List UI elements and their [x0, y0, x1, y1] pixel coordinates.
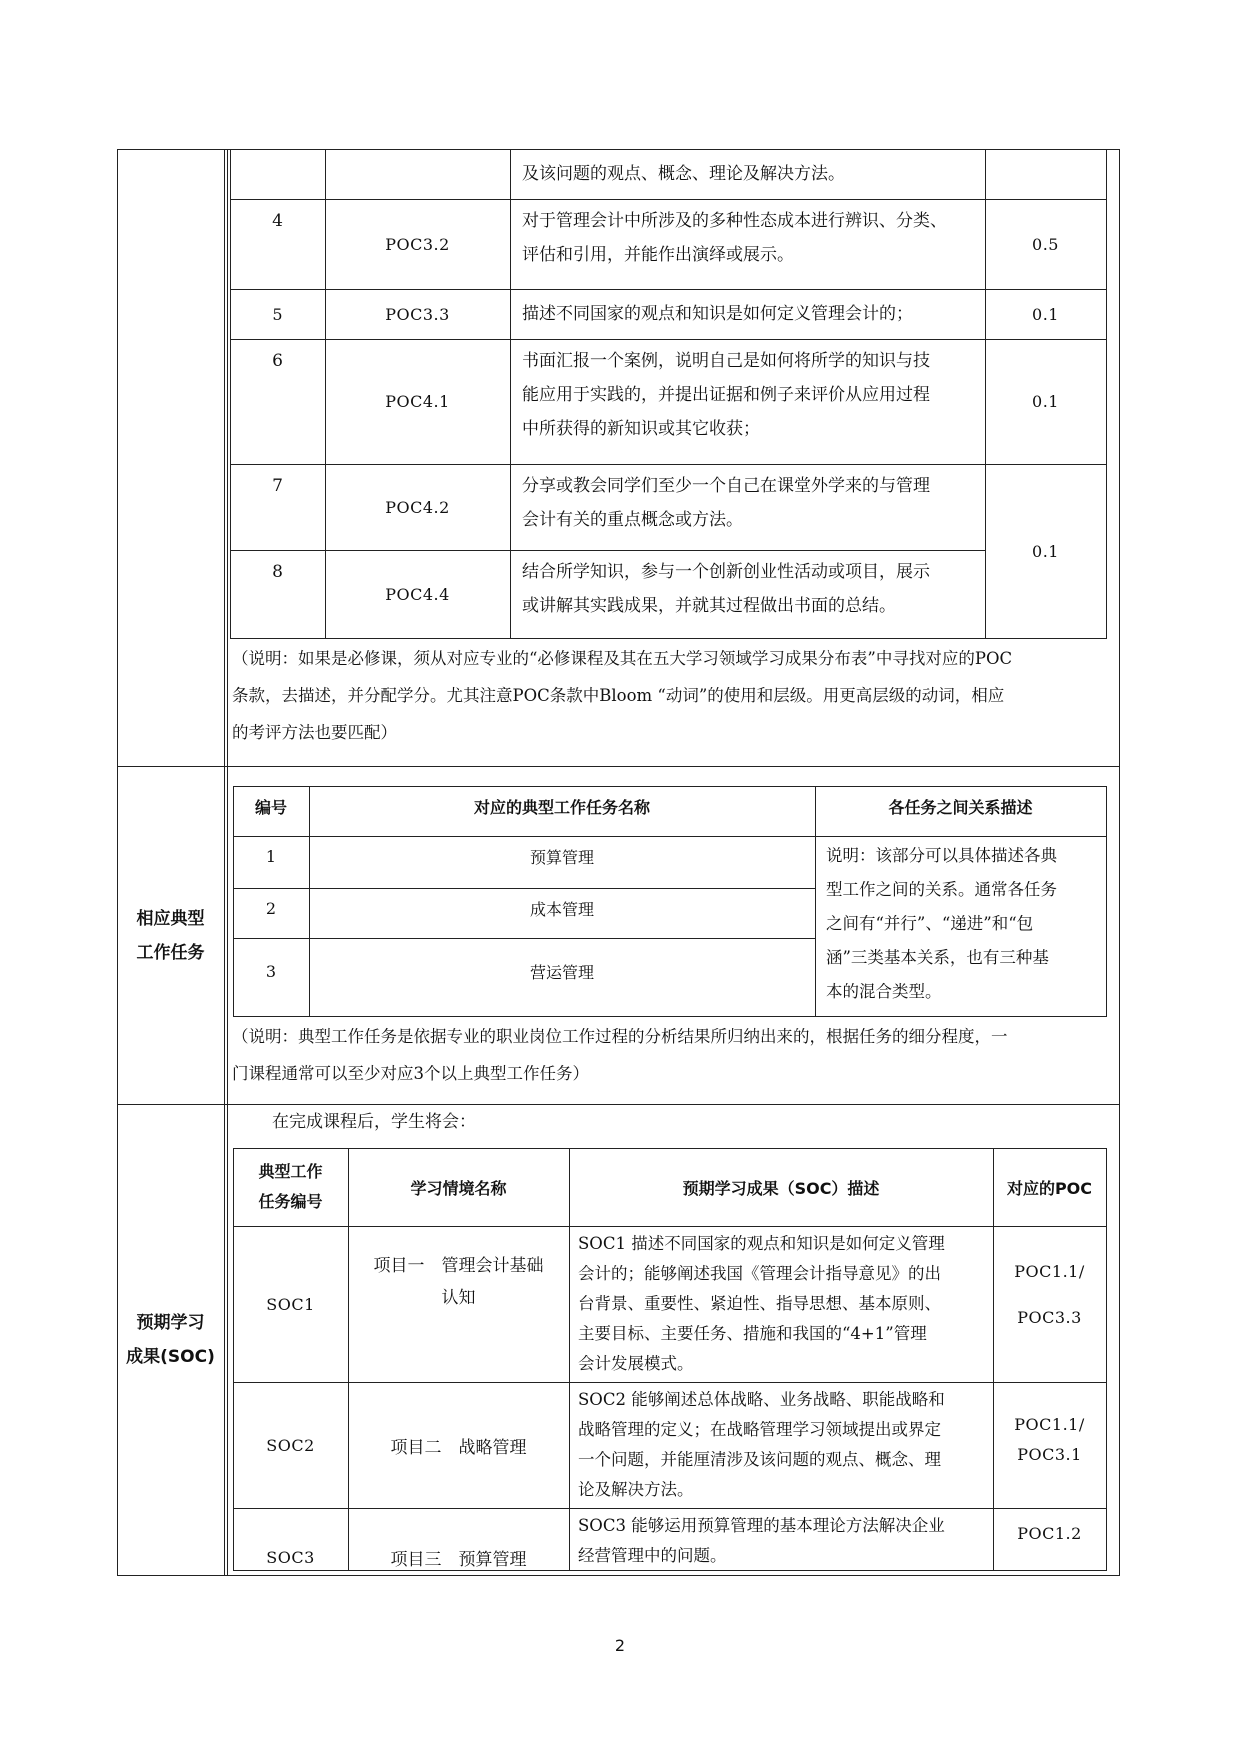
task-header-relation: 各任务之间关系描述: [888, 797, 1033, 817]
task-name: 营运管理: [529, 962, 594, 982]
soc-header-task-id: 典型工作 任务编号: [258, 1162, 323, 1211]
poc-description: 结合所学知识，参与一个创新创业性活动或项目，展示 或讲解其实践成果，并就其过程做出书面的总结。: [522, 562, 930, 616]
poc-code: POC3.3: [385, 304, 450, 324]
poc-description: 书面汇报一个案例，说明自己是如何将所学的知识与技 能应用于实践的，并提出证据和例子来评价从应用过程 中所获得的新知识或其它收获；: [522, 351, 930, 439]
soc-id: SOC3: [266, 1548, 315, 1567]
poc-note: （说明：如果是必修课，须从对应专业的“必修课程及其在五大学习领域学习成果分布表”中寻找对应的POC 条款，去描述，并分配学分。尤其注意POC条款中Bloom “动词”的使用和层级。用更高层级的动词，相应 的考评方法也要匹配）: [232, 649, 1013, 742]
task-number: 3: [265, 961, 277, 981]
poc-code: POC4.2: [385, 497, 450, 517]
soc-poc: POC1.1/ POC3.1: [1014, 1415, 1085, 1464]
label-column-divider-b: [227, 149, 228, 1576]
poc-code: POC4.4: [385, 584, 450, 604]
soc-header-poc: 对应的POC: [1006, 1178, 1093, 1198]
soc-poc: POC1.1/ POC3.3: [1014, 1262, 1085, 1327]
outer-border-right: [1119, 149, 1120, 1576]
poc-code: POC4.1: [385, 392, 450, 411]
section-label-soc: 预期学习 成果(SOC): [126, 1313, 215, 1367]
poc-credit: 0.1: [1032, 392, 1059, 411]
poc-description: 描述不同国家的观点和知识是如何定义管理会计的；: [522, 304, 913, 324]
task-header-name: 对应的典型工作任务名称: [473, 797, 650, 817]
poc-table-bottom: [230, 638, 1107, 639]
task-name: 预算管理: [529, 847, 594, 867]
task-relation-description: 说明：该部分可以具体描述各典 型工作之间的关系。通常各任务 之间有“并行”、“递进”和“包 涵”三类基本关系，也有三种基 本的混合类型。: [826, 846, 1057, 1001]
soc-intro: 在完成课程后，学生将会：: [272, 1112, 476, 1132]
poc-code: POC3.2: [385, 234, 450, 254]
soc-header-description: 预期学习成果（SOC）描述: [682, 1178, 880, 1198]
soc-context: 项目一 管理会计基础 认知: [373, 1256, 544, 1308]
section-label-work-tasks: 相应典型 工作任务: [136, 908, 205, 963]
task-header-number: 编号: [254, 797, 287, 817]
row-number: 8: [272, 562, 283, 582]
poc-col-line: [1106, 149, 1107, 639]
soc-context: 项目三 预算管理: [390, 1550, 527, 1570]
soc-row-line: [233, 1508, 1107, 1509]
row-number: 5: [272, 304, 283, 324]
row-number: 7: [272, 476, 283, 496]
poc-col-line: [510, 149, 511, 639]
page-number: 2: [614, 1635, 626, 1655]
work-task-note: （说明：典型工作任务是依据专业的职业岗位工作过程的分析结果所归纳出来的，根据任务的细分程度，一 门课程通常可以至少对应3个以上典型工作任务）: [232, 1027, 1008, 1083]
section-divider-1: [117, 766, 1120, 767]
soc-col-line: [1106, 1148, 1107, 1571]
label-column-divider-a: [224, 149, 225, 1576]
poc-credit: 0.1: [1032, 304, 1059, 324]
poc-description: 对于管理会计中所涉及的多种性态成本进行辨识、分类、 评估和引用，并能作出演绎或展示。: [522, 211, 947, 265]
task-col-line: [1106, 786, 1107, 1017]
poc-credit: 0.5: [1032, 234, 1059, 254]
row-number: 6: [272, 351, 283, 371]
task-table-bottom: [233, 1016, 1107, 1017]
soc-poc: POC1.2: [1017, 1523, 1082, 1543]
soc-header-line: [233, 1226, 1107, 1227]
soc-header-context: 学习情境名称: [410, 1178, 507, 1198]
soc-context: 项目二 战略管理: [390, 1437, 527, 1458]
soc-id: SOC2: [266, 1435, 315, 1455]
soc-description: SOC1 描述不同国家的观点和知识是如何定义管理 会计的；能够阐述我国《管理会计指导意见》的出 台背景、重要性、紧迫性、指导思想、基本原则、 主要目标、主要任务、措施和我国的“4+1”管理 会计发展模式。: [578, 1234, 945, 1373]
soc-id: SOC1: [266, 1294, 315, 1314]
task-name: 成本管理: [529, 899, 594, 919]
outer-border-bottom: [117, 1575, 1120, 1576]
soc-description: SOC2 能够阐述总体战略、业务战略、职能战略和 战略管理的定义；在战略管理学习领域提出或界定 一个问题，并能厘清涉及该问题的观点、概念、理 论及解决方法。: [578, 1390, 945, 1499]
poc-desc-continuation: 及该问题的观点、概念、理论及解决方法。: [522, 164, 845, 184]
row-number: 4: [272, 211, 283, 231]
poc-description: 分享或教会同学们至少一个自己在课堂外学来的与管理 会计有关的重点概念或方法。: [522, 476, 930, 530]
poc-credit-merged: 0.1: [1032, 541, 1059, 561]
task-number: 2: [265, 898, 277, 918]
poc-table-top: [230, 149, 1107, 150]
soc-description: SOC3 能够运用预算管理的基本理论方法解决企业 经营管理中的问题。: [578, 1516, 945, 1565]
task-number: 1: [265, 846, 277, 866]
